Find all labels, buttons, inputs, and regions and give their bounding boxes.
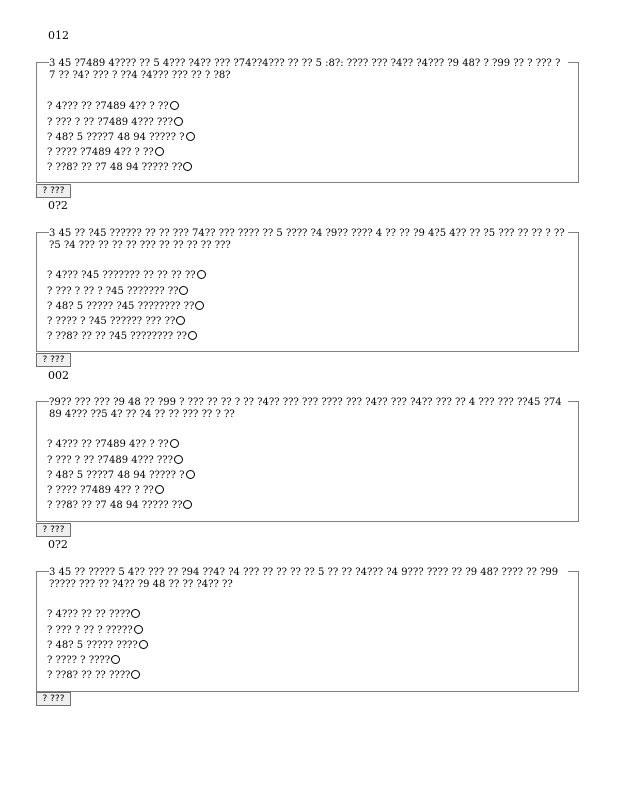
- option-label: ? ???? ?7489 4?? ? ??: [47, 485, 154, 496]
- question-text: ?9?? ??? ??? ?9 48 ?? ?99 ? ??? ?? ?? ? ?? ?4?? ??? ??? ???? ??? ?4?? ??? ?4?? ??? ?? 4 ??? ??? ??45 ?7489 4??? ??5 4? ?? ?4 ?? ?? ??? ?? ? ??: [49, 397, 568, 421]
- submit-button[interactable]: ? ???: [36, 523, 71, 537]
- option-label: ? 48? 5 ????? ????: [47, 640, 138, 651]
- submit-button[interactable]: ? ???: [36, 184, 71, 198]
- option-label: ? 4??? ?? ?7489 4?? ? ??: [47, 439, 169, 450]
- radio-button[interactable]: [195, 301, 204, 310]
- answer-option[interactable]: [47, 117, 183, 129]
- answer-option[interactable]: [47, 640, 148, 652]
- answer-option[interactable]: [47, 147, 164, 159]
- radio-button[interactable]: [174, 117, 183, 126]
- radio-button[interactable]: [186, 470, 195, 479]
- question-text: 3 45 ?7489 4???? ?? 5 4??? ?4?? ??? ?74??4??? ?? ?? 5 :8?: ???? ??? ?4?? ?4??? ?9 48? ? ?99 ?? ? ??? ? 7 ?? ?4? ??? ? ??4 ?4??? ??? ?? ? ?8?: [49, 58, 568, 82]
- answer-option[interactable]: [47, 331, 197, 343]
- answer-option[interactable]: [47, 500, 192, 512]
- option-label: ? 4??? ?? ?7489 4?? ? ??: [47, 101, 169, 112]
- option-label: ? ??? ? ?? ?7489 4??? ???: [47, 455, 173, 466]
- radio-button[interactable]: [170, 439, 179, 448]
- option-label: ? 4??? ?? ?? ????: [47, 609, 131, 620]
- answer-option[interactable]: [47, 132, 195, 144]
- submit-button[interactable]: ? ???: [36, 692, 71, 706]
- question-number: 012: [48, 29, 69, 42]
- answer-option[interactable]: [47, 270, 206, 282]
- option-label: ? 48? 5 ????7 48 94 ????? ?: [47, 470, 185, 481]
- answer-option[interactable]: [47, 609, 140, 621]
- question-text: 3 45 ?? ????? 5 4?? ??? ?? ?94 ??4? ?4 ??? ?? ?? ?? ?? 5 ?? ?? ?4??? ?4 9??? ???? ?? ?9 48? ???? ?? ?99 ????? ??? ?? ?4?? ?9 48 ?? ?? ?4?? ??: [49, 567, 568, 591]
- option-label: ? ??8? ?? ?? ????: [47, 670, 131, 681]
- question-number: 0?2: [48, 538, 68, 551]
- radio-button[interactable]: [170, 101, 179, 110]
- option-label: ? ???? ? ?45 ?????? ??? ??: [47, 316, 176, 327]
- option-label: ? ??8? ?? ?7 48 94 ????? ??: [47, 500, 183, 511]
- answer-option[interactable]: [47, 485, 164, 497]
- option-label: ? ??8? ?? ?7 48 94 ????? ??: [47, 162, 183, 173]
- option-label: ? ??8? ?? ?? ?45 ???????? ??: [47, 331, 188, 342]
- radio-button[interactable]: [155, 485, 164, 494]
- radio-button[interactable]: [183, 500, 192, 509]
- question-number: 0?2: [48, 199, 68, 212]
- radio-button[interactable]: [174, 455, 183, 464]
- answer-option[interactable]: [47, 439, 179, 451]
- radio-button[interactable]: [111, 655, 120, 664]
- question-box: [36, 228, 579, 352]
- radio-button[interactable]: [197, 270, 206, 279]
- answer-option[interactable]: [47, 301, 204, 313]
- radio-button[interactable]: [131, 670, 140, 679]
- answer-option[interactable]: [47, 101, 179, 113]
- option-label: ? 48? 5 ????? ?45 ???????? ??: [47, 301, 195, 312]
- answer-option[interactable]: [47, 655, 120, 667]
- option-label: ? ??? ? ?? ?7489 4??? ???: [47, 117, 173, 128]
- radio-button[interactable]: [179, 286, 188, 295]
- question-text: 3 45 ?? ?45 ?????? ?? ?? ??? 74?? ??? ???? ?? 5 ???? ?4 ?9?? ???? 4 ?? ?? ?9 4?5 4?? ?? ?5 ??? ?? ?? ? ?? ?5 ?4 ??? ?? ?? ?? ??? ?? ?? ?? ?? ???: [49, 228, 568, 252]
- option-label: ? 4??? ?45 ??????? ?? ?? ?? ??: [47, 270, 196, 281]
- answer-option[interactable]: [47, 162, 192, 174]
- radio-button[interactable]: [155, 147, 164, 156]
- radio-button[interactable]: [188, 331, 197, 340]
- radio-button[interactable]: [134, 625, 143, 634]
- question-number: 002: [48, 369, 69, 382]
- answer-option[interactable]: [47, 470, 195, 482]
- answer-option[interactable]: [47, 316, 185, 328]
- option-label: ? ??? ? ?? ? ?45 ??????? ??: [47, 286, 179, 297]
- answer-option[interactable]: [47, 455, 183, 467]
- option-label: ? 48? 5 ????7 48 94 ????? ?: [47, 132, 185, 143]
- radio-button[interactable]: [139, 640, 148, 649]
- answer-option[interactable]: [47, 670, 140, 682]
- radio-button[interactable]: [183, 162, 192, 171]
- option-label: ? ???? ? ????: [47, 655, 111, 666]
- option-label: ? ??? ? ?? ? ?????: [47, 625, 133, 636]
- radio-button[interactable]: [131, 609, 140, 618]
- answer-option[interactable]: [47, 625, 143, 637]
- answer-option[interactable]: [47, 286, 188, 298]
- radio-button[interactable]: [186, 132, 195, 141]
- question-box: [36, 567, 579, 692]
- question-box: [36, 58, 579, 183]
- submit-button[interactable]: ? ???: [36, 353, 71, 367]
- radio-button[interactable]: [176, 316, 185, 325]
- option-label: ? ???? ?7489 4?? ? ??: [47, 147, 154, 158]
- question-box: [36, 397, 579, 522]
